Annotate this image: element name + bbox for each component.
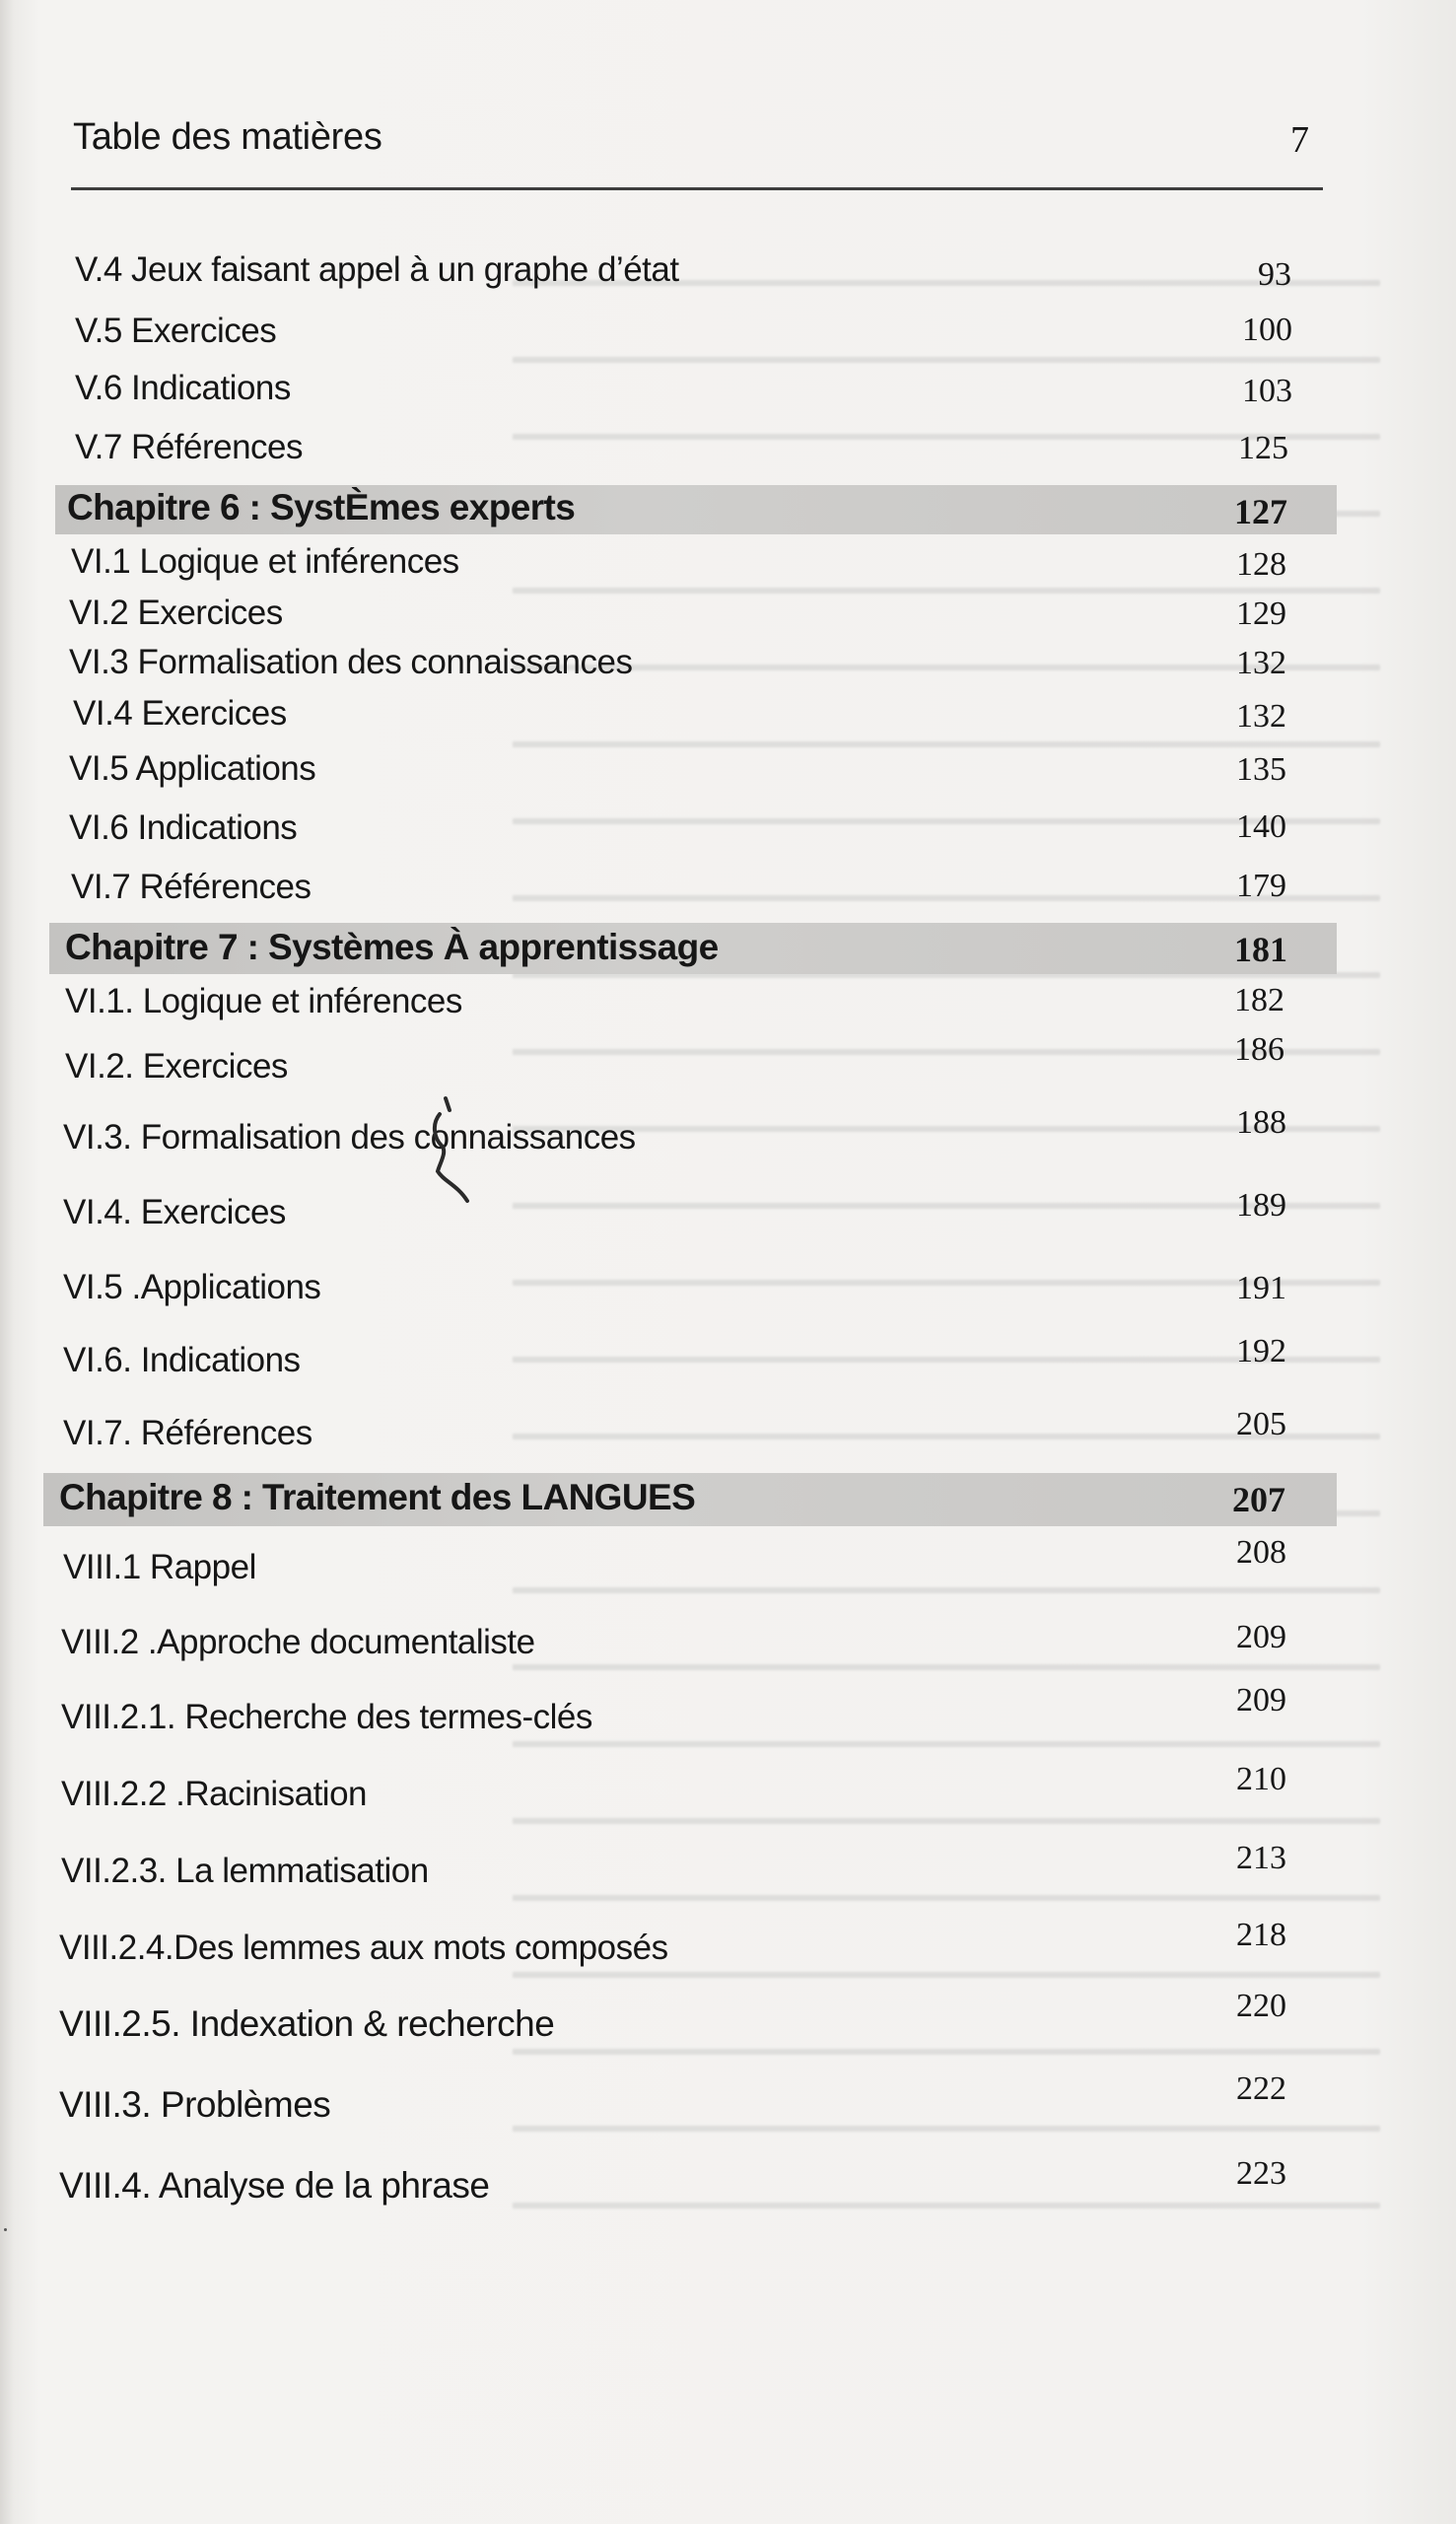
toc-entry-page: 209 (1236, 1682, 1286, 1718)
header-title: Table des matières (73, 116, 382, 158)
toc-entry-label: VIII.1 Rappel (63, 1548, 256, 1586)
toc-entry-page: 209 (1236, 1619, 1286, 1655)
toc-entry-page: 132 (1236, 698, 1286, 735)
toc-entry-label: V.5 Exercices (75, 312, 277, 350)
toc-entry-page: 192 (1236, 1333, 1286, 1369)
toc-entry-page: 132 (1236, 645, 1286, 681)
toc-entry-label: VI.5 .Applications (63, 1268, 321, 1306)
toc-entry-label: VI.3 Formalisation des connaissances (69, 643, 633, 681)
toc-entry-page: 188 (1236, 1104, 1286, 1141)
page-speck (4, 2228, 7, 2231)
toc-entry-label: VI.7 Références (71, 868, 312, 906)
chapter-title: Chapitre 8 : Traitement des LANGUES (59, 1477, 696, 1517)
toc-entry-label: V.4 Jeux faisant appel à un graphe d’état (75, 250, 679, 289)
chapter-title: Chapitre 7 : Systèmes À apprentissage (65, 927, 719, 967)
toc-entry-page: 218 (1236, 1917, 1286, 1953)
toc-entry-page: 128 (1236, 546, 1286, 583)
toc-entry-label: VI.4 Exercices (73, 694, 287, 733)
toc-entry-label: VI.5 Applications (69, 749, 316, 788)
toc-entry-label: VIII.2.1. Recherche des termes-clés (61, 1698, 592, 1736)
toc-entry-page: 222 (1236, 2070, 1286, 2107)
toc-entry-page: 189 (1236, 1187, 1286, 1224)
handwritten-mark (418, 1094, 477, 1213)
toc-entry-label: VI.4. Exercices (63, 1193, 286, 1231)
toc-entry-page: 205 (1236, 1406, 1286, 1442)
toc-entry-label: VI.6. Indications (63, 1341, 301, 1379)
toc-entry-label: VIII.4. Analyse de la phrase (59, 2165, 490, 2206)
toc-entry-page: 220 (1236, 1988, 1286, 2024)
toc-entry-page: 100 (1242, 312, 1292, 348)
toc-entry-label: VI.6 Indications (69, 808, 298, 847)
page-header (71, 116, 1323, 190)
toc-entry-label: VI.1. Logique et inférences (65, 982, 462, 1020)
chapter-page: 127 (1234, 492, 1287, 531)
toc-entry-label: VII.2.3. La lemmatisation (61, 1852, 429, 1890)
toc-entry-label: VIII.3. Problèmes (59, 2084, 331, 2125)
toc-entry-page: 208 (1236, 1534, 1286, 1571)
toc-entry-label: VIII.2.2 .Racinisation (61, 1775, 367, 1813)
toc-entry-label: VI.1 Logique et inférences (71, 542, 459, 581)
toc-entry-label: VI.7. Références (63, 1414, 312, 1452)
chapter-page: 181 (1234, 930, 1287, 969)
toc-entry-page: 103 (1242, 373, 1292, 409)
toc-entry-label: VI.2 Exercices (69, 594, 283, 632)
toc-entry-page: 93 (1258, 256, 1291, 293)
toc-entry-label: V.7 Références (75, 428, 304, 466)
toc-entry-page: 182 (1234, 982, 1284, 1018)
chapter-title: Chapitre 6 : SystÈmes experts (67, 487, 576, 527)
toc-entry-page: 179 (1236, 868, 1286, 904)
toc-entry-page: 191 (1236, 1270, 1286, 1306)
toc-entry-label: VIII.2 .Approche documentaliste (61, 1623, 535, 1661)
toc-entry-label: VIII.2.4.Des lemmes aux mots composés (59, 1928, 668, 1967)
toc-entry-page: 210 (1236, 1761, 1286, 1797)
toc-entry-page: 140 (1236, 808, 1286, 845)
toc-entry-label: VI.3. Formalisation des connaissances (63, 1118, 636, 1157)
chapter-page: 207 (1232, 1480, 1285, 1519)
toc-entry-page: 129 (1236, 596, 1286, 632)
toc-entry-page: 223 (1236, 2155, 1286, 2192)
toc-entry-page: 213 (1236, 1840, 1286, 1876)
header-page-number: 7 (1290, 119, 1309, 161)
toc-entry-page: 125 (1238, 430, 1288, 466)
toc-entry-label: VIII.2.5. Indexation & recherche (59, 2003, 555, 2044)
toc-entry-label: VI.2. Exercices (65, 1047, 288, 1086)
toc-entry-page: 135 (1236, 751, 1286, 788)
toc-entry-label: V.6 Indications (75, 369, 291, 407)
toc-entry-page: 186 (1234, 1031, 1284, 1068)
